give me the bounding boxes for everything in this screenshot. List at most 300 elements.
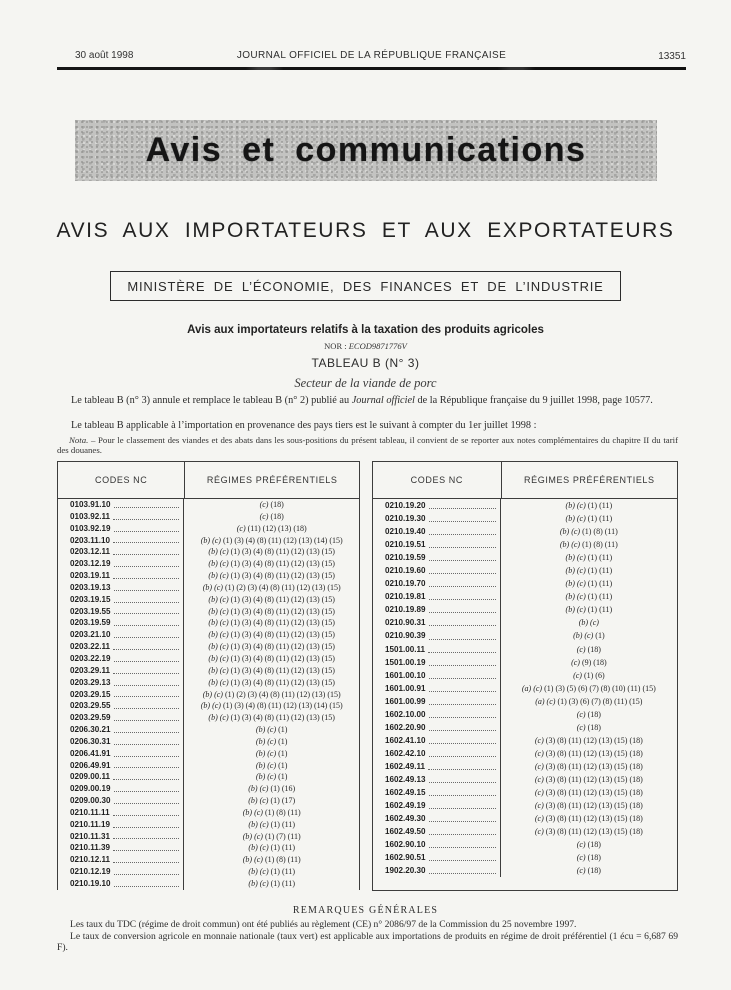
regimes-cell: (b) (c) (1) (11)	[248, 867, 295, 877]
dotted-leader	[429, 691, 496, 692]
code-cell	[58, 629, 184, 641]
dotted-leader	[114, 685, 180, 686]
dotted-leader	[429, 639, 496, 640]
dotted-leader	[429, 521, 496, 522]
dotted-leader	[113, 827, 179, 828]
dotted-leader	[113, 542, 179, 543]
dotted-leader	[429, 847, 496, 848]
nc-code: 0210.19.30	[385, 514, 426, 524]
regimes-cell: (b) (c) (1) (3) (4) (8) (11) (12) (13) (14) (15)	[200, 701, 343, 711]
regimes-cell: (b) (c) (1)	[255, 725, 288, 735]
nc-code: 0203.29.15	[70, 689, 111, 699]
code-cell	[58, 771, 184, 783]
nc-code: 0210.19.51	[385, 540, 426, 550]
nc-code: 0210.19.60	[385, 566, 426, 576]
nota-text: – Pour le classement des viandes et des abats dans les sous-positions du présent tableau, il convient de se reporter aux notes complémentaires du chapitre II du tarif des douanes.	[57, 435, 678, 455]
table-row	[373, 812, 677, 825]
regimes-cell: (b) (c) (1) (11)	[565, 592, 613, 602]
code-cell	[58, 807, 184, 819]
nc-code: 0209.00.11	[70, 772, 111, 782]
code-cell	[58, 511, 184, 523]
table-row	[373, 616, 677, 629]
remarks-paragraph-2: Le taux de conversion agricole en monnaie nationale (taux vert) est applicable aux importations de produits en régime de droit préférentiel (1 écu = 6,687 69 F).	[57, 931, 678, 953]
table-row	[58, 606, 359, 618]
table-row	[373, 512, 677, 525]
code-cell	[373, 538, 501, 551]
remarks-paragraph-1: Les taux du TDC (régime de droit commun) ont été publiés au règlement (CE) n° 2086/97 de la Commission du 25 novembre 1997.	[70, 919, 577, 930]
nc-code: 1602.10.00	[385, 709, 426, 719]
code-cell	[373, 525, 501, 538]
code-cell	[373, 512, 501, 525]
regimes-cell: (b) (c) (1) (11)	[248, 819, 295, 829]
code-cell	[58, 700, 184, 712]
table-row	[58, 677, 359, 689]
table-row	[373, 838, 677, 851]
banner-title: Avis et communications	[145, 131, 587, 169]
journal-title: JOURNAL OFFICIEL DE LA RÉPUBLIQUE FRANÇAISE	[236, 50, 507, 61]
dotted-leader	[429, 547, 496, 548]
dotted-leader	[114, 708, 180, 709]
regimes-column-header: RÉGIMES PRÉFÉRENTIELS	[524, 475, 655, 485]
nc-code: 0210.19.10	[70, 879, 111, 888]
regimes-cell: (c) (18)	[259, 511, 284, 521]
nc-code: 0203.19.15	[70, 594, 111, 604]
table-row	[373, 760, 677, 773]
dotted-leader	[429, 560, 496, 561]
table-row	[373, 590, 677, 603]
code-cell	[58, 535, 184, 547]
code-cell	[373, 643, 501, 656]
nc-code: 0209.00.19	[70, 784, 111, 794]
regimes-cell: (c) (18)	[576, 709, 601, 719]
code-cell	[58, 748, 184, 760]
dotted-leader	[114, 637, 180, 638]
regimes-cell: (b) (c) (1) (3) (4) (8) (11) (12) (13) (15)	[208, 665, 335, 675]
nc-code: 0210.19.20	[385, 501, 426, 510]
regimes-cell: (c) (11) (12) (13) (18)	[236, 523, 307, 533]
dotted-leader	[114, 507, 180, 508]
codes-column-header: CODES NC	[373, 462, 502, 498]
regimes-cell: (c) (3) (8) (11) (12) (13) (15) (18)	[534, 761, 643, 771]
table-header-row	[373, 462, 677, 499]
code-cell	[373, 551, 501, 564]
dotted-leader	[114, 791, 180, 792]
table-row	[373, 773, 677, 786]
nc-code: 1501.00.11	[385, 644, 426, 654]
dotted-leader	[113, 673, 179, 674]
nc-code: 0206.41.91	[70, 748, 111, 758]
table-row	[373, 538, 677, 551]
nc-code: 0203.22.11	[70, 642, 111, 652]
code-cell	[373, 590, 501, 603]
table-row	[58, 570, 359, 582]
regimes-cell: (c) (3) (8) (11) (12) (13) (15) (18)	[534, 801, 643, 811]
regimes-cell: (b) (c) (1) (8) (11)	[242, 855, 301, 865]
code-cell	[373, 851, 501, 864]
regimes-cell: (b) (c) (1) (3) (4) (8) (11) (12) (13) (15)	[208, 547, 335, 557]
table-row	[58, 795, 359, 807]
regimes-cell: (b) (c) (1) (8) (11)	[559, 527, 618, 537]
code-cell	[58, 617, 184, 629]
dotted-leader	[428, 652, 496, 653]
dotted-leader	[113, 779, 179, 780]
code-cell	[373, 825, 501, 838]
code-cell	[58, 712, 184, 724]
journal-date: 30 août 1998	[75, 50, 134, 61]
code-cell	[373, 721, 501, 734]
code-cell	[373, 734, 501, 747]
nc-code: 1602.49.50	[385, 827, 426, 837]
code-cell	[58, 546, 184, 558]
nc-code: 0203.19.11	[70, 571, 111, 581]
regimes-cell: (a) (c) (1) (3) (6) (7) (8) (11) (15)	[535, 696, 643, 706]
code-cell	[58, 523, 184, 535]
nc-code: 0203.29.11	[70, 665, 111, 675]
dotted-leader	[113, 554, 179, 555]
tableau-title: TABLEAU B (N° 3)	[311, 356, 420, 370]
regimes-cell: (b) (c) (1) (16)	[248, 784, 296, 794]
code-cell	[58, 689, 184, 701]
table-row	[373, 708, 677, 721]
table-row	[58, 712, 359, 724]
nc-code: 1501.00.19	[385, 657, 426, 667]
code-cell	[58, 866, 184, 878]
code-cell	[58, 831, 184, 843]
nc-code: 1601.00.99	[385, 696, 426, 706]
code-cell	[373, 864, 501, 877]
table-row	[58, 736, 359, 748]
table-row	[58, 546, 359, 558]
dotted-leader	[429, 730, 496, 731]
code-cell	[373, 760, 501, 773]
nc-code: 0206.30.21	[70, 725, 111, 735]
nc-code: 1602.49.11	[385, 761, 426, 771]
table-row	[58, 689, 359, 701]
code-cell	[58, 665, 184, 677]
code-cell	[58, 724, 184, 736]
table-row	[58, 819, 359, 831]
nc-code: 0210.11.19	[70, 819, 111, 829]
regimes-cell: (c) (3) (8) (11) (12) (13) (15) (18)	[534, 788, 643, 798]
nc-code: 0210.12.19	[70, 867, 111, 877]
table-row	[373, 643, 677, 656]
regimes-cell: (b) (c) (1) (2) (3) (4) (8) (11) (12) (13) (15)	[202, 582, 341, 592]
table-row	[373, 629, 677, 642]
dotted-leader	[113, 862, 179, 863]
table-row	[58, 700, 359, 712]
nc-code: 0203.21.10	[70, 630, 111, 640]
dotted-leader	[114, 874, 180, 875]
nc-code: 1602.20.90	[385, 722, 426, 732]
nc-code: 0203.22.19	[70, 653, 111, 663]
regimes-cell: (b) (c)	[578, 618, 599, 628]
dotted-leader	[429, 873, 496, 874]
journal-header	[57, 50, 686, 64]
regimes-cell: (b) (c) (1) (3) (4) (8) (11) (12) (13) (15)	[208, 677, 335, 687]
dotted-leader	[429, 782, 496, 783]
ministry-title: MINISTÈRE DE L’ÉCONOMIE, DES FINANCES ET DE L’INDUSTRIE	[110, 271, 620, 301]
intro-p1-tail: de la République française du 9 juillet 1998, page 10577.	[414, 395, 653, 406]
dotted-leader	[114, 613, 180, 614]
nc-code: 0206.49.91	[70, 760, 111, 770]
dotted-leader	[114, 744, 180, 745]
sector-subtitle: Secteur de la viande de porc	[294, 376, 437, 390]
table-row	[58, 771, 359, 783]
nc-code: 0210.19.81	[385, 592, 426, 602]
dotted-leader	[113, 815, 180, 816]
table-row	[373, 656, 677, 669]
code-cell	[58, 878, 184, 890]
regimes-cell: (b) (c) (1) (3) (4) (8) (11) (12) (13) (15)	[208, 594, 335, 604]
regimes-cell: (b) (c) (1) (3) (4) (8) (11) (12) (13) (15)	[208, 713, 335, 723]
intro-paragraph-1	[57, 395, 678, 407]
code-cell	[373, 708, 501, 721]
regimes-cell: (c) (18)	[259, 500, 284, 509]
regimes-cell: (b) (c) (1) (3) (4) (8) (11) (12) (13) (15)	[208, 642, 335, 652]
code-cell	[58, 842, 184, 854]
dotted-leader	[114, 625, 180, 626]
nc-code: 0206.30.31	[70, 736, 111, 746]
dotted-leader	[429, 821, 496, 822]
code-cell	[58, 783, 184, 795]
nc-code: 1602.42.10	[385, 748, 426, 758]
regimes-cell: (b) (c) (1) (11)	[565, 514, 613, 524]
nc-code: 1602.49.19	[385, 801, 426, 811]
dotted-leader	[113, 850, 179, 851]
regimes-cell: (c) (1) (6)	[573, 670, 605, 680]
table-row	[373, 851, 677, 864]
table-row	[373, 864, 677, 877]
table-row	[373, 825, 677, 838]
nc-code: 0210.90.31	[385, 618, 426, 628]
nc-code: 0210.19.70	[385, 579, 426, 589]
dotted-leader	[114, 590, 180, 591]
table-row	[58, 535, 359, 547]
nota-label: Nota.	[69, 435, 89, 445]
table-row	[373, 603, 677, 616]
table-row	[58, 665, 359, 677]
code-cell	[58, 606, 184, 618]
notice-title: Avis aux importateurs relatifs à la taxation des produits agricoles	[187, 324, 544, 336]
dotted-leader	[114, 531, 180, 532]
table-row	[58, 748, 359, 760]
code-cell	[373, 603, 501, 616]
nc-code: 1602.49.13	[385, 774, 426, 784]
nc-code: 0209.00.30	[70, 796, 111, 806]
dotted-leader	[113, 578, 179, 579]
nc-code: 0203.19.13	[70, 582, 111, 592]
regimes-cell: (c) (18)	[576, 866, 601, 876]
regimes-cell: (b) (c) (1) (11)	[565, 605, 613, 615]
regimes-cell: (b) (c) (1)	[255, 760, 288, 770]
regimes-cell: (b) (c) (1) (11)	[565, 566, 613, 576]
table-row	[373, 695, 677, 708]
table-row	[373, 525, 677, 538]
regimes-cell: (b) (c) (1) (8) (11)	[242, 807, 301, 817]
nc-code: 0203.12.11	[70, 547, 111, 557]
code-cell	[373, 695, 501, 708]
code-cell	[373, 786, 501, 799]
nc-code: 0210.12.11	[70, 855, 111, 865]
code-cell	[373, 629, 501, 642]
table-row	[373, 734, 677, 747]
table-row	[58, 724, 359, 736]
nc-code: 1602.49.15	[385, 788, 426, 798]
regimes-cell: (b) (c) (1) (11)	[565, 579, 613, 589]
code-cell	[373, 747, 501, 760]
code-cell	[58, 582, 184, 594]
nor-line	[0, 341, 731, 351]
table-row	[373, 669, 677, 682]
regimes-cell: (c) (3) (8) (11) (12) (13) (15) (18)	[534, 814, 643, 824]
code-cell	[58, 677, 184, 689]
table-row	[58, 653, 359, 665]
code-cell	[58, 795, 184, 807]
code-cell	[58, 499, 184, 511]
dotted-leader	[429, 678, 496, 679]
dotted-leader	[114, 803, 180, 804]
code-cell	[373, 812, 501, 825]
dotted-leader	[114, 602, 180, 603]
nc-code: 1601.00.91	[385, 683, 426, 693]
dotted-leader	[429, 860, 496, 861]
code-cell	[58, 736, 184, 748]
ministry-box-wrap	[0, 271, 731, 301]
regimes-cell: (b) (c) (1)	[255, 748, 288, 758]
nc-code: 1602.90.10	[385, 840, 426, 850]
table-row	[58, 617, 359, 629]
table-row	[373, 721, 677, 734]
regimes-cell: (c) (3) (8) (11) (12) (13) (15) (18)	[534, 774, 643, 784]
dotted-leader	[114, 566, 180, 567]
nc-code: 1602.90.51	[385, 853, 426, 863]
dotted-leader	[114, 767, 180, 768]
table-row	[58, 866, 359, 878]
code-cell	[58, 570, 184, 582]
dotted-leader	[114, 720, 180, 721]
regimes-cell: (c) (3) (8) (11) (12) (13) (15) (18)	[534, 748, 643, 758]
table-row	[58, 854, 359, 866]
table-row	[58, 582, 359, 594]
regimes-cell: (c) (3) (8) (11) (12) (13) (15) (18)	[534, 827, 643, 837]
nc-code: 0203.29.55	[70, 701, 111, 711]
code-cell	[373, 682, 501, 695]
table-row	[58, 523, 359, 535]
dotted-leader	[429, 808, 496, 809]
code-cell	[58, 653, 184, 665]
nc-code: 0210.90.39	[385, 631, 426, 641]
table-row	[58, 760, 359, 772]
dotted-leader	[114, 886, 180, 887]
nc-code: 0103.92.11	[70, 511, 111, 521]
dotted-leader	[114, 696, 180, 697]
code-cell	[373, 799, 501, 812]
regimes-cell: (b) (c) (1) (3) (4) (8) (11) (12) (13) (15)	[208, 571, 335, 581]
dotted-leader	[429, 795, 496, 796]
nc-code: 0210.11.39	[70, 843, 111, 853]
table-row	[373, 551, 677, 564]
table-row	[58, 511, 359, 523]
journal-page-number: 13351	[658, 51, 686, 62]
table-row	[58, 842, 359, 854]
regimes-cell: (c) (9) (18)	[571, 657, 607, 667]
dotted-leader	[429, 508, 496, 509]
regimes-cell: (b) (c) (1) (11)	[248, 843, 295, 853]
code-cell	[373, 838, 501, 851]
dotted-leader	[429, 704, 496, 705]
nota-paragraph	[57, 435, 678, 455]
dotted-leader	[113, 838, 179, 839]
code-cell	[58, 760, 184, 772]
dotted-leader	[428, 769, 496, 770]
nc-code: 0203.11.10	[70, 535, 111, 545]
nc-code: 0210.11.11	[70, 807, 110, 817]
regimes-cell: (b) (c) (1) (3) (4) (8) (11) (12) (13) (15)	[208, 618, 335, 628]
nc-code: 0203.19.59	[70, 618, 111, 628]
regimes-cell: (c) (18)	[576, 644, 601, 654]
dotted-leader	[429, 625, 496, 626]
dotted-leader	[113, 649, 179, 650]
regimes-cell: (b) (c) (1) (3) (4) (8) (11) (12) (13) (14) (15)	[200, 535, 343, 545]
dotted-leader	[429, 756, 496, 757]
regimes-column-header: RÉGIMES PRÉFÉRENTIELS	[206, 475, 338, 485]
regimes-cell: (b) (c) (1) (11)	[565, 501, 613, 510]
table-row	[373, 747, 677, 760]
code-cell	[58, 854, 184, 866]
code-cell	[373, 616, 501, 629]
regimes-cell: (c) (18)	[576, 853, 601, 863]
code-cell	[58, 641, 184, 653]
regimes-cell: (b) (c) (1)	[255, 736, 288, 746]
nor-label: NOR :	[324, 341, 347, 351]
nor-value: ECOD9871776V	[348, 341, 407, 351]
nc-code: 0203.29.59	[70, 713, 111, 723]
table-row	[373, 499, 677, 512]
dotted-leader	[429, 834, 496, 835]
nc-code: 0203.12.19	[70, 559, 111, 569]
nc-code: 1601.00.10	[385, 670, 426, 680]
dotted-leader	[429, 665, 496, 666]
table-body	[373, 499, 677, 877]
nc-code: 0210.19.59	[385, 553, 426, 563]
regimes-cell: (b) (c) (1) (11)	[248, 879, 295, 888]
nc-code: 1602.41.10	[385, 735, 426, 745]
dotted-leader	[114, 756, 180, 757]
table-header-row	[58, 462, 359, 499]
intro-p1-italic: Journal officiel	[351, 395, 415, 406]
table-row	[58, 831, 359, 843]
regimes-cell: (c) (3) (8) (11) (12) (13) (15) (18)	[534, 735, 643, 745]
table-row	[373, 564, 677, 577]
table-row	[58, 783, 359, 795]
dotted-leader	[429, 717, 496, 718]
nc-code: 0210.19.89	[385, 605, 426, 615]
dotted-leader	[113, 519, 179, 520]
nc-code: 1902.20.30	[385, 866, 426, 876]
dotted-leader	[114, 732, 180, 733]
nc-code: 0203.29.13	[70, 677, 111, 687]
regimes-cell: (b) (c) (1) (3) (4) (8) (11) (12) (13) (15)	[208, 606, 335, 616]
regimes-cell: (b) (c) (1)	[573, 631, 605, 641]
dotted-leader	[429, 534, 496, 535]
dotted-leader	[429, 573, 496, 574]
table-body	[58, 499, 359, 890]
section-banner	[75, 120, 657, 181]
regimes-cell: (b) (c) (1) (3) (4) (8) (11) (12) (13) (15)	[208, 653, 335, 663]
code-cell	[58, 558, 184, 570]
code-cell	[373, 499, 501, 512]
nc-code: 0203.19.55	[70, 606, 111, 616]
